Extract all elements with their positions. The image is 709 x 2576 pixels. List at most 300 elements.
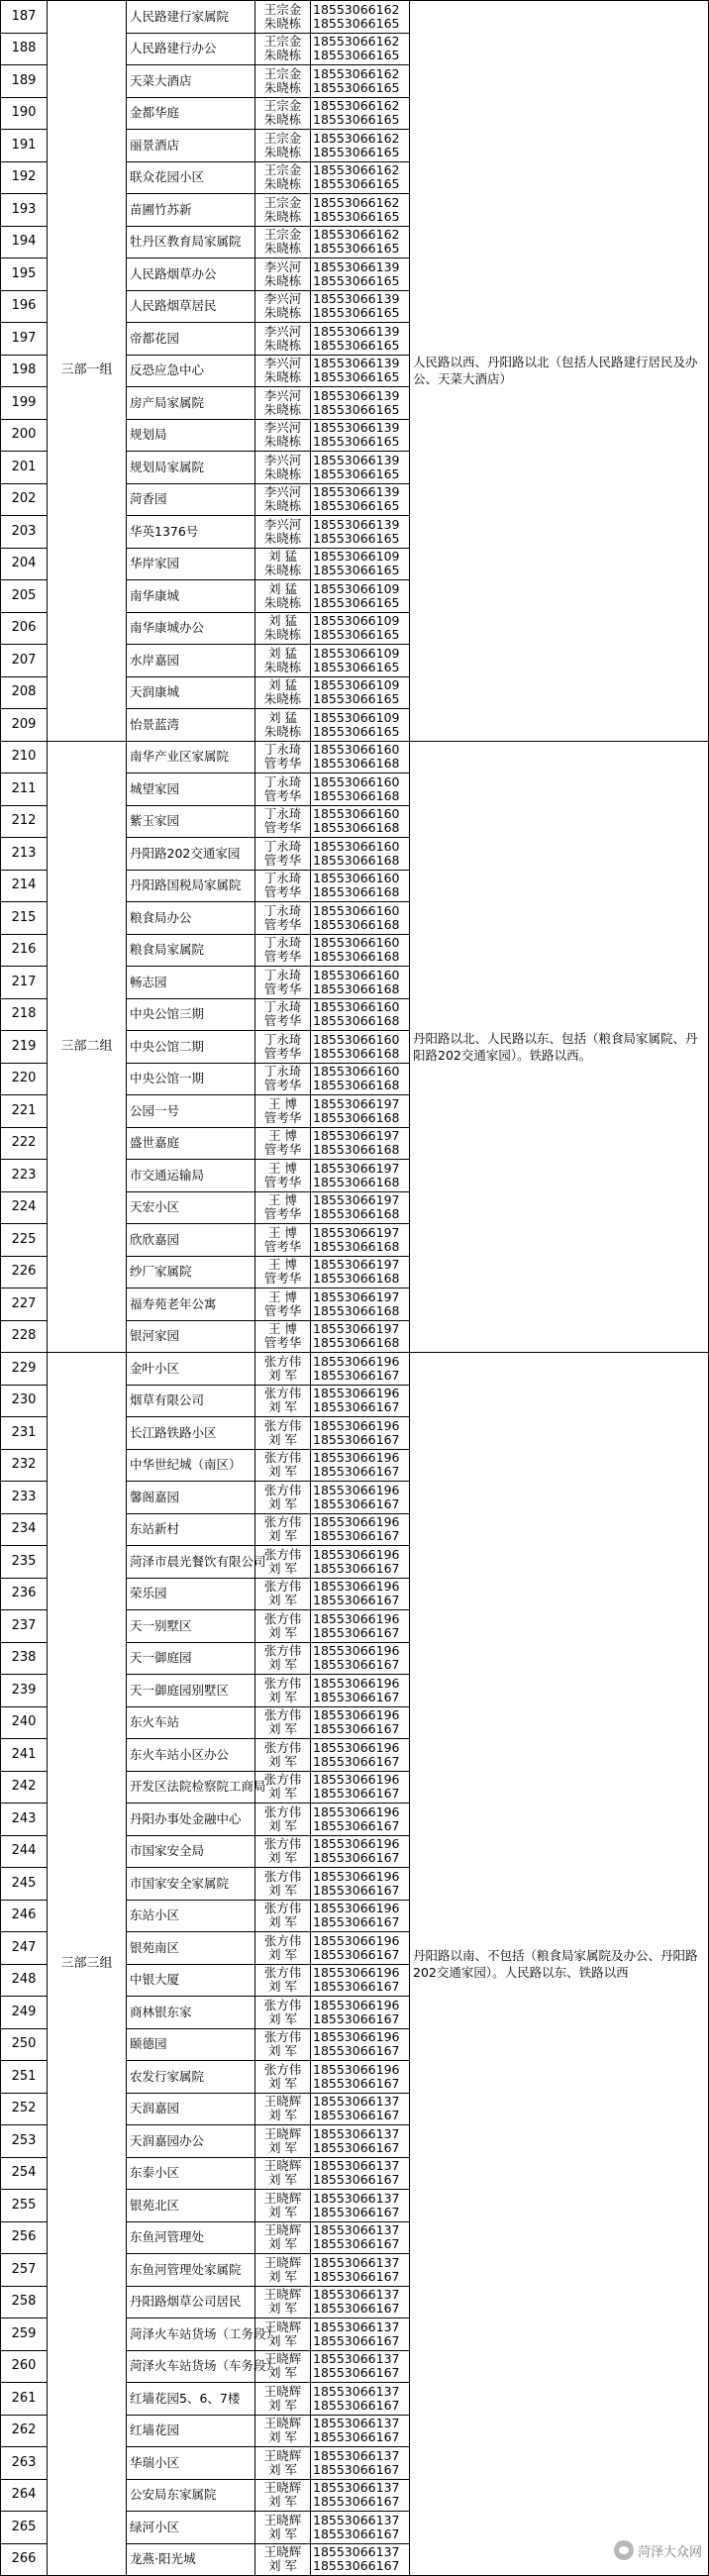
row-number: 242	[1, 1771, 48, 1803]
contact-phones	[311, 2286, 410, 2318]
phone-number: 18553066167	[313, 1946, 400, 1962]
contact-names	[255, 2157, 311, 2190]
row-number: 223	[1, 1160, 48, 1192]
contact-names	[255, 1706, 311, 1739]
contact-names	[255, 1449, 311, 1482]
row-number: 204	[1, 548, 48, 580]
contact-names	[255, 902, 311, 935]
contact-name: 张方伟	[263, 1482, 302, 1497]
contact-phones	[311, 419, 410, 452]
row-number: 189	[1, 65, 48, 98]
contact-name: 刘 军	[268, 1464, 297, 1480]
row-number: 206	[1, 612, 48, 645]
contact-phones	[311, 1706, 410, 1739]
contact-phones	[311, 1191, 410, 1224]
contact-name: 管考华	[263, 1109, 302, 1125]
row-number: 218	[1, 998, 48, 1031]
contact-phones	[311, 1417, 410, 1450]
contact-name: 刘 军	[268, 1946, 297, 1962]
contact-names	[255, 2028, 311, 2061]
phone-number: 18553066168	[313, 1142, 400, 1158]
place-name: 丹阳办事处金融中心	[127, 1803, 255, 1836]
contact-names	[255, 1578, 311, 1610]
phone-number: 18553066109	[313, 645, 400, 661]
contact-names	[255, 1031, 311, 1064]
contact-name: 刘 军	[268, 1495, 297, 1511]
place-name: 商林银东家	[127, 1997, 255, 2029]
row-number: 235	[1, 1546, 48, 1579]
row-number: 202	[1, 483, 48, 516]
contact-names	[255, 1997, 311, 2029]
contact-names	[255, 2479, 311, 2512]
row-number: 248	[1, 1964, 48, 1997]
row-number: 198	[1, 355, 48, 387]
phone-number: 18553066196	[313, 1772, 400, 1788]
contact-name: 张方伟	[263, 1450, 302, 1466]
phone-number: 18553066139	[313, 484, 400, 500]
contact-name: 张方伟	[263, 1610, 302, 1626]
contact-names	[255, 1, 311, 34]
contact-phones	[311, 323, 410, 356]
contact-name: 王宗金	[263, 162, 302, 178]
place-name: 东鱼河管理处家属院	[127, 2254, 255, 2287]
place-name: 荣乐园	[127, 1578, 255, 1610]
contact-phones	[311, 290, 410, 323]
contact-phones	[311, 1932, 410, 1965]
contact-name: 刘 军	[268, 1817, 297, 1833]
contact-name: 张方伟	[263, 2029, 302, 2045]
place-name: 华岸家园	[127, 548, 255, 580]
phone-number: 18553066167	[313, 1850, 400, 1866]
contact-name: 刘 军	[268, 2558, 297, 2574]
table-row	[1, 741, 709, 773]
row-number: 229	[1, 1353, 48, 1386]
contact-name: 王 博	[268, 1224, 297, 1240]
group-scope: 丹阳路以南、不包括（粮食局家属院及办公、丹阳路202交通家园）。人民路以东、铁路以西	[410, 1353, 709, 2576]
contact-names	[255, 1835, 311, 1868]
place-name: 牡丹区教育局家属院	[127, 226, 255, 258]
contact-name: 朱晓栋	[263, 563, 302, 578]
phone-number: 18553066165	[313, 79, 400, 95]
contact-phones	[311, 33, 410, 65]
contact-name: 刘 军	[268, 1657, 297, 1673]
phone-number: 18553066167	[313, 1979, 400, 1995]
contact-names	[255, 1868, 311, 1901]
phone-number: 18553066167	[313, 2494, 400, 2510]
place-name: 市国家安全局	[127, 1835, 255, 1868]
contact-phones	[311, 1868, 410, 1901]
contact-name: 管考华	[263, 1045, 302, 1061]
contact-phones	[311, 2350, 410, 2383]
phone-number: 18553066139	[313, 356, 400, 371]
place-name: 人民路烟草办公	[127, 258, 255, 291]
contact-name: 张方伟	[263, 1997, 302, 2012]
contact-name: 刘 军	[268, 2525, 297, 2541]
row-number: 260	[1, 2350, 48, 2383]
place-name: 开发区法院检察院工商局	[127, 1771, 255, 1803]
phone-number: 18553066167	[313, 1528, 400, 1544]
contact-phones	[311, 65, 410, 98]
contact-names	[255, 1224, 311, 1257]
contact-names	[255, 1417, 311, 1450]
contact-names	[255, 548, 311, 580]
contact-name: 王宗金	[263, 65, 302, 81]
phone-number: 18553066196	[313, 1868, 400, 1884]
contact-name: 王晓辉	[263, 2094, 302, 2110]
phone-number: 18553066165	[313, 465, 400, 481]
phone-number: 18553066165	[313, 659, 400, 674]
place-name: 天润嘉园办公	[127, 2125, 255, 2158]
row-number: 195	[1, 258, 48, 291]
contact-names	[255, 1127, 311, 1160]
contact-names	[255, 1288, 311, 1321]
contact-names	[255, 870, 311, 902]
contact-name: 刘 军	[268, 2236, 297, 2252]
contact-phones	[311, 1320, 410, 1353]
phone-number: 18553066137	[313, 2447, 400, 2463]
contact-name: 王晓辉	[263, 2190, 302, 2206]
table-row	[1, 1, 709, 34]
phone-number: 18553066137	[313, 2190, 400, 2206]
phone-number: 18553066137	[313, 2416, 400, 2431]
phone-number: 18553066167	[313, 1914, 400, 1930]
place-name: 天润嘉园	[127, 2093, 255, 2125]
contact-name: 王 博	[268, 1321, 297, 1337]
phone-number: 18553066196	[313, 1579, 400, 1595]
phone-number: 18553066165	[313, 401, 400, 417]
phone-number: 18553066162	[313, 1, 400, 17]
place-name: 天润康城	[127, 676, 255, 709]
contact-name: 王晓辉	[263, 2125, 302, 2141]
contact-name: 刘 军	[268, 2043, 297, 2059]
contact-name: 张方伟	[263, 1417, 302, 1433]
phone-number: 18553066167	[313, 1399, 400, 1415]
contact-names	[255, 1900, 311, 1932]
phone-number: 18553066167	[313, 2301, 400, 2317]
place-name: 金叶小区	[127, 1353, 255, 1386]
contact-names	[255, 1160, 311, 1192]
row-number: 190	[1, 97, 48, 130]
contact-name: 朱晓栋	[263, 434, 302, 450]
contact-names	[255, 709, 311, 742]
contact-phones	[311, 194, 410, 227]
row-number: 222	[1, 1127, 48, 1160]
phone-number: 18553066160	[313, 871, 400, 886]
contact-name: 管考华	[263, 1335, 302, 1351]
contact-names	[255, 161, 311, 194]
contact-name: 刘 军	[268, 2075, 297, 2091]
phone-number: 18553066167	[313, 1367, 400, 1383]
contact-name: 刘 军	[268, 2461, 297, 2477]
contact-name: 朱晓栋	[263, 723, 302, 739]
phone-number: 18553066139	[313, 452, 400, 467]
contact-name: 丁永琦	[263, 1031, 302, 1047]
contact-name: 张方伟	[263, 1901, 302, 1916]
contact-phones	[311, 1997, 410, 2029]
phone-number: 18553066167	[313, 2075, 400, 2091]
contact-phones	[311, 2221, 410, 2254]
row-number: 262	[1, 2415, 48, 2447]
contact-names	[255, 33, 311, 65]
phone-number: 18553066109	[313, 677, 400, 693]
phone-number: 18553066165	[313, 241, 400, 257]
watermark	[614, 2540, 702, 2560]
contact-phones	[311, 1642, 410, 1675]
contact-phones	[311, 934, 410, 967]
contact-phones	[311, 1385, 410, 1417]
place-name: 市国家安全家属院	[127, 1868, 255, 1901]
phone-number: 18553066167	[313, 1817, 400, 1833]
contact-name: 张方伟	[263, 2061, 302, 2077]
contact-name: 丁永琦	[263, 1064, 302, 1080]
row-number: 209	[1, 709, 48, 742]
place-name: 丹阳路烟草公司居民	[127, 2286, 255, 2318]
contact-name: 朱晓栋	[263, 465, 302, 481]
contact-name: 李兴河	[263, 323, 302, 339]
phone-number: 18553066165	[313, 627, 400, 643]
contact-name: 李兴河	[263, 387, 302, 403]
contact-names	[255, 2093, 311, 2125]
contact-names	[255, 967, 311, 999]
contact-phones	[311, 1256, 410, 1288]
phone-number: 18553066165	[313, 594, 400, 610]
contact-name: 王晓辉	[263, 2512, 302, 2527]
phone-number: 18553066137	[313, 2254, 400, 2270]
place-name: 帝都花园	[127, 323, 255, 356]
row-number: 246	[1, 1900, 48, 1932]
contact-name: 刘 猛	[268, 549, 297, 565]
place-name: 联众花园小区	[127, 161, 255, 194]
place-name: 菏泽火车站货场（车务段）	[127, 2350, 255, 2383]
contact-name: 朱晓栋	[263, 401, 302, 417]
group-scope: 丹阳路以北、人民路以东、包括（粮食局家属院、丹阳路202交通家园）。铁路以西。	[410, 741, 709, 1353]
contact-name: 丁永琦	[263, 871, 302, 886]
place-name: 中央公馆一期	[127, 1063, 255, 1095]
contact-name: 张方伟	[263, 1965, 302, 1981]
contact-name: 刘 军	[268, 1431, 297, 1447]
phone-number: 18553066168	[313, 1238, 400, 1254]
contact-phones	[311, 2479, 410, 2512]
phone-number: 18553066165	[313, 723, 400, 739]
place-name: 南华康城办公	[127, 612, 255, 645]
contact-name: 王宗金	[263, 1, 302, 17]
row-number: 193	[1, 194, 48, 227]
place-name: 中银大厦	[127, 1964, 255, 1997]
contact-phones	[311, 1513, 410, 1546]
phone-number: 18553066167	[313, 2461, 400, 2477]
row-number: 239	[1, 1675, 48, 1707]
phone-number: 18553066197	[313, 1224, 400, 1240]
contact-phones	[311, 2190, 410, 2222]
phone-number: 18553066168	[313, 1302, 400, 1318]
row-number: 217	[1, 967, 48, 999]
place-name: 反恐应急中心	[127, 355, 255, 387]
place-name: 丹阳路202交通家园	[127, 838, 255, 871]
contact-name: 管考华	[263, 1174, 302, 1189]
place-name: 天菜大酒店	[127, 65, 255, 98]
phone-number: 18553066139	[313, 387, 400, 403]
contact-name: 王 博	[268, 1288, 297, 1304]
contact-name: 朱晓栋	[263, 498, 302, 514]
contact-name: 丁永琦	[263, 806, 302, 822]
phone-number: 18553066160	[313, 935, 400, 951]
contact-name: 管考华	[263, 1206, 302, 1222]
contact-name: 朱晓栋	[263, 594, 302, 610]
phone-number: 18553066167	[313, 1560, 400, 1576]
contact-name: 刘 军	[268, 2108, 297, 2123]
place-name: 绿河小区	[127, 2512, 255, 2544]
contact-name: 刘 军	[268, 2365, 297, 2381]
phone-number: 18553066165	[313, 498, 400, 514]
contact-phones	[311, 838, 410, 871]
place-name: 东泰小区	[127, 2157, 255, 2190]
place-name: 东站小区	[127, 1900, 255, 1932]
contact-phones	[311, 452, 410, 484]
contact-name: 刘 军	[268, 1689, 297, 1704]
contact-names	[255, 226, 311, 258]
phone-number: 18553066137	[313, 2158, 400, 2174]
phone-number: 18553066168	[313, 949, 400, 965]
place-name: 南华产业区家属院	[127, 741, 255, 773]
contact-names	[255, 612, 311, 645]
place-name: 怡景蓝湾	[127, 709, 255, 742]
phone-number: 18553066167	[313, 2429, 400, 2445]
place-name: 银苑南区	[127, 1932, 255, 1965]
contact-names	[255, 1513, 311, 1546]
contact-phones	[311, 1224, 410, 1257]
contact-names	[255, 65, 311, 98]
row-number: 250	[1, 2028, 48, 2061]
contact-phones	[311, 1482, 410, 1514]
contact-names	[255, 2543, 311, 2576]
row-number: 199	[1, 387, 48, 420]
place-name: 红墙花园	[127, 2415, 255, 2447]
row-number: 237	[1, 1610, 48, 1643]
contact-name: 刘 军	[268, 1914, 297, 1930]
row-number: 251	[1, 2061, 48, 2094]
contact-phones	[311, 1739, 410, 1772]
contact-name: 管考华	[263, 1078, 302, 1093]
contact-phones	[311, 1610, 410, 1643]
contact-name: 管考华	[263, 980, 302, 996]
contact-phones	[311, 97, 410, 130]
contact-names	[255, 419, 311, 452]
group-name: 三部一组	[48, 1, 127, 742]
contact-name: 张方伟	[263, 1739, 302, 1755]
contact-name: 张方伟	[263, 1803, 302, 1819]
row-number: 261	[1, 2383, 48, 2416]
contact-phones	[311, 1546, 410, 1579]
contact-names	[255, 741, 311, 773]
contact-name: 刘 军	[268, 2397, 297, 2413]
contact-phones	[311, 2383, 410, 2416]
contact-name: 张方伟	[263, 1772, 302, 1788]
phone-number: 18553066162	[313, 130, 400, 146]
row-number: 203	[1, 516, 48, 549]
phone-number: 18553066160	[313, 1031, 400, 1047]
contact-names	[255, 1191, 311, 1224]
contact-names	[255, 1256, 311, 1288]
phone-number: 18553066137	[313, 2480, 400, 2496]
phone-number: 18553066196	[313, 1901, 400, 1916]
phone-number: 18553066139	[313, 291, 400, 307]
contact-name: 朱晓栋	[263, 48, 302, 63]
contact-names	[255, 1964, 311, 1997]
contact-name: 朱晓栋	[263, 241, 302, 257]
phone-number: 18553066168	[313, 1206, 400, 1222]
place-name: 纱厂家属院	[127, 1256, 255, 1288]
phone-number: 18553066167	[313, 1657, 400, 1673]
contact-phones	[311, 805, 410, 838]
contact-names	[255, 2447, 311, 2480]
contact-name: 管考华	[263, 820, 302, 836]
place-name: 天一御庭园	[127, 1642, 255, 1675]
phone-number: 18553066167	[313, 1882, 400, 1898]
contact-name: 王晓辉	[263, 2447, 302, 2463]
contact-name: 朱晓栋	[263, 176, 302, 192]
contact-name: 李兴河	[263, 420, 302, 436]
contact-name: 王晓辉	[263, 2158, 302, 2174]
contact-name: 李兴河	[263, 516, 302, 532]
phone-number: 18553066160	[313, 967, 400, 982]
phone-number: 18553066197	[313, 1288, 400, 1304]
phone-number: 18553066168	[313, 1045, 400, 1061]
contact-names	[255, 97, 311, 130]
place-name: 红墙花园5、6、7楼	[127, 2383, 255, 2416]
phone-number: 18553066167	[313, 1593, 400, 1608]
contact-name: 王 博	[268, 1257, 297, 1273]
contact-names	[255, 2512, 311, 2544]
contact-phones	[311, 355, 410, 387]
row-number: 228	[1, 1320, 48, 1353]
contact-phones	[311, 387, 410, 420]
contact-names	[255, 516, 311, 549]
contact-names	[255, 194, 311, 227]
place-name: 东站新村	[127, 1513, 255, 1546]
row-number: 256	[1, 2221, 48, 2254]
contact-names	[255, 1642, 311, 1675]
phone-number: 18553066137	[313, 2351, 400, 2367]
phone-number: 18553066167	[313, 2397, 400, 2413]
contact-name: 张方伟	[263, 1579, 302, 1595]
row-number: 232	[1, 1449, 48, 1482]
place-name: 房产局家属院	[127, 387, 255, 420]
row-number: 264	[1, 2479, 48, 2512]
contact-name: 丁永琦	[263, 935, 302, 951]
phone-number: 18553066165	[313, 48, 400, 63]
row-number: 215	[1, 902, 48, 935]
contact-names	[255, 1353, 311, 1386]
contact-phones	[311, 2415, 410, 2447]
contact-phones	[311, 645, 410, 677]
contact-name: 刘 猛	[268, 677, 297, 693]
phone-number: 18553066196	[313, 1932, 400, 1948]
phone-number: 18553066165	[313, 337, 400, 353]
phone-number: 18553066167	[313, 2010, 400, 2026]
row-number: 233	[1, 1482, 48, 1514]
phone-number: 18553066165	[313, 112, 400, 128]
row-number: 247	[1, 1932, 48, 1965]
contact-phones	[311, 998, 410, 1031]
contact-names	[255, 2221, 311, 2254]
contact-phones	[311, 1449, 410, 1482]
row-number: 212	[1, 805, 48, 838]
row-number: 221	[1, 1095, 48, 1128]
watermark-text: 菏泽大众网	[637, 2544, 702, 2560]
contact-name: 朱晓栋	[263, 530, 302, 546]
row-number: 234	[1, 1513, 48, 1546]
contact-name: 朱晓栋	[263, 691, 302, 707]
